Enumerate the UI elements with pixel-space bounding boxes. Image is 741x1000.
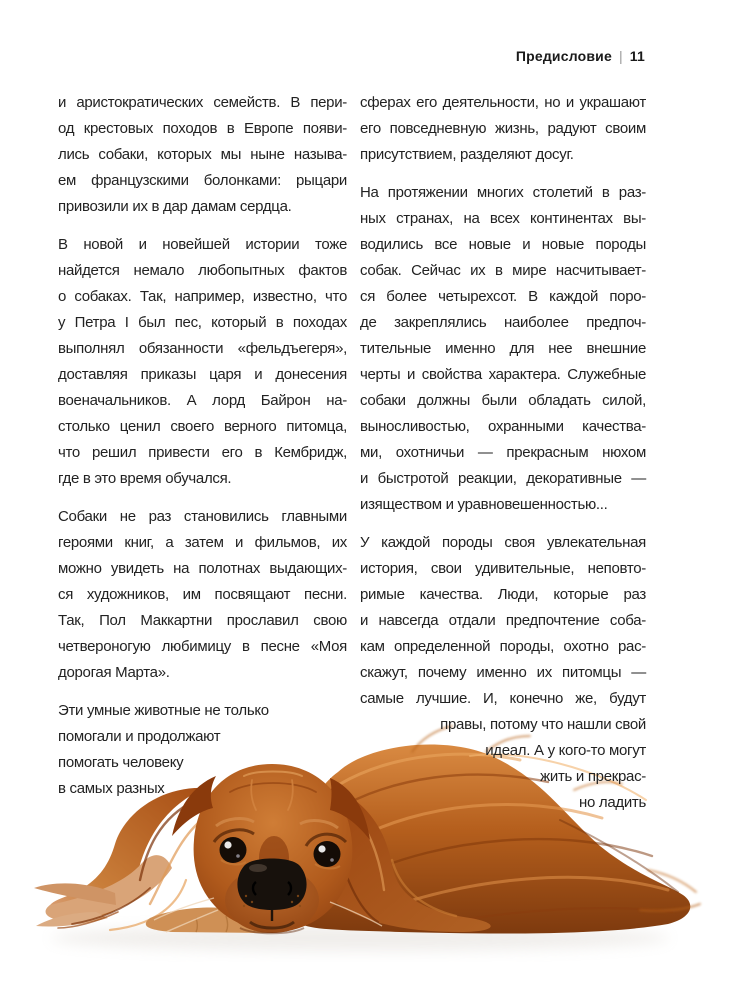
text-line: четвероногую любимицу в песне «Моя <box>58 638 347 655</box>
text-line: привозили их в дар дамам сердца. <box>58 198 292 215</box>
text-line: лись собаки, которых мы ныне называ- <box>58 146 347 163</box>
text-line: Собаки не раз становились главными <box>58 508 347 525</box>
text-line: водились все новые и новые породы <box>360 236 646 253</box>
text-line: найдется немало любопытных фактов <box>58 262 347 279</box>
text-line: героями книг, а затем и фильмов, их <box>58 534 347 551</box>
text-line: помогали и продолжают <box>58 728 221 745</box>
text-line: У каждой породы своя увлекательная <box>360 534 646 551</box>
text-line: и аристократических семейств. В пери- <box>58 94 347 111</box>
text-line: и навсегда отдали предпочтение соба- <box>360 612 646 629</box>
text-line: тительные именно для нее внешние <box>360 340 646 357</box>
text-line: Так, Пол Маккартни прославил свою <box>58 612 347 629</box>
text-line: де закреплялись наиболее предпоч- <box>360 314 646 331</box>
paragraph <box>58 698 347 802</box>
paragraph <box>58 90 347 220</box>
text-line: кам определенной породы, охотно рас- <box>360 638 646 655</box>
text-line: Эти умные животные не только <box>58 702 269 719</box>
header-divider: | <box>618 48 623 64</box>
right-column <box>360 90 646 816</box>
page-number: 11 <box>629 48 645 64</box>
text-line: самые лучшие. И, конечно же, будут <box>360 690 646 707</box>
text-line: помогать человеку <box>58 754 184 771</box>
text-line: дорогая Марта». <box>58 664 170 681</box>
text-line: военачальников. А лорд Байрон на- <box>58 392 347 409</box>
page-header <box>516 48 645 64</box>
text-line: ми, охотничьи — прекрасным нюхом <box>360 444 646 461</box>
paragraph <box>360 530 646 712</box>
text-line: столько ценил своего верного питомца, <box>58 418 347 435</box>
text-line: ся художников, им посвящают песни. <box>58 586 347 603</box>
text-line: но ладить <box>578 794 646 811</box>
text-line: выносливостью, охранными качества- <box>360 418 646 435</box>
text-line: и быстротой реакции, декоративные — <box>360 470 646 487</box>
text-line: где в это время обучался. <box>58 470 232 487</box>
text-line: римые качества. Люди, которые раз <box>360 586 646 603</box>
paragraph <box>58 504 347 686</box>
text-line: у Петра I был пес, который в походах <box>58 314 347 331</box>
text-line: В новой и новейшей истории тоже <box>58 236 347 253</box>
text-line: идеал. А у кого-то могут <box>485 742 646 759</box>
text-line: собак. Сейчас их в мире насчитывает- <box>360 262 646 279</box>
text-line: присутствием, разделяют досуг. <box>360 146 574 163</box>
text-line: правы, потому что нашли свой <box>440 716 646 733</box>
paragraph <box>360 180 646 518</box>
text-line: ем французскими болонками: рыцари <box>58 172 347 189</box>
text-line: од крестовых походов в Европе появи- <box>58 120 347 137</box>
paragraph-wrap-tail <box>360 712 646 816</box>
text-line: история, свои удивительные, неповто- <box>360 560 646 577</box>
paragraph <box>360 90 646 168</box>
text-line: его повседневную жизнь, радуют своим <box>360 120 646 137</box>
text-line: скажут, почему именно их питомцы — <box>360 664 646 681</box>
text-line: что решил привести его в Кембридж, <box>58 444 347 461</box>
left-column <box>58 90 347 802</box>
text-line: доставляя приказы царя и донесения <box>58 366 347 383</box>
text-line: На протяжении многих столетий в раз- <box>360 184 646 201</box>
text-line: о собаках. Так, например, известно, что <box>58 288 347 305</box>
text-line: в самых разных <box>58 780 165 797</box>
text-line: ся более четырехсот. В каждой поро- <box>360 288 646 305</box>
text-line: сферах его деятельности, но и украшают <box>360 94 646 111</box>
text-line: можно увидеть на полотнах выдающих- <box>58 560 347 577</box>
chapter-title: Предисловие <box>515 48 612 64</box>
text-line: собаки должны были обладать силой, <box>360 392 646 409</box>
text-line: жить и прекрас- <box>540 768 646 785</box>
text-line: ных странах, на всех континентах вы- <box>360 210 646 227</box>
paragraph <box>58 232 347 492</box>
text-line: выполнял обязанности «фельдъегеря», <box>58 340 347 357</box>
text-line: черты и свойства характера. Служебные <box>360 366 646 383</box>
text-line: изяществом и уравновешенностью... <box>360 496 608 513</box>
